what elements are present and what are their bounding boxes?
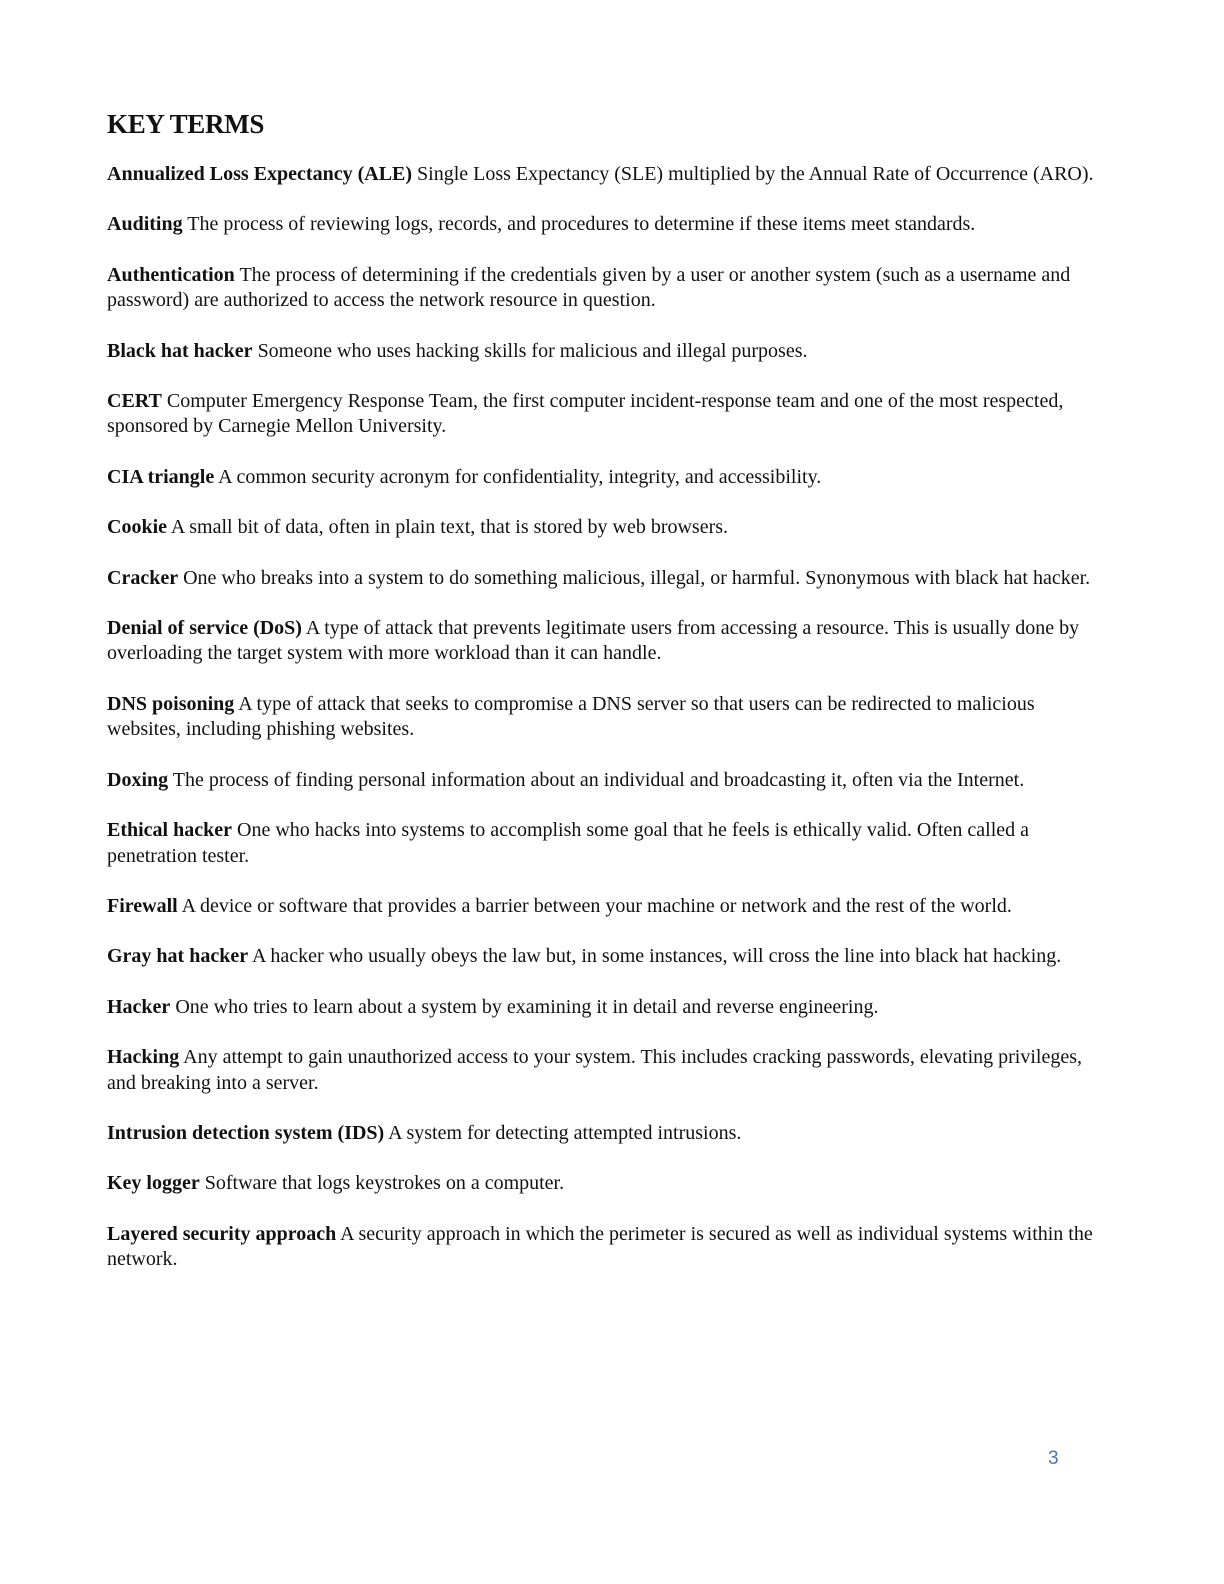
- term-name: CIA triangle: [107, 465, 215, 488]
- page-number: 3: [1048, 1448, 1059, 1469]
- term-name: Annualized Loss Expectancy (ALE): [107, 163, 413, 185]
- term-definition: The process of finding personal information about an individual and broadcasting it, often via the Internet.: [172, 768, 1025, 791]
- term-entry-cia-triangle: [107, 465, 1107, 490]
- term-name: Hacking: [107, 1046, 180, 1069]
- term-name: Key logger: [107, 1172, 200, 1195]
- term-name: Cookie: [107, 516, 167, 539]
- term-name: Firewall: [107, 894, 178, 917]
- term-entry-ids: [107, 1121, 1107, 1146]
- term-definition: The process of determining if the credentials given by a user or another system (such as a username and password) are authorized to access the network resource in question.: [107, 263, 1071, 312]
- term-entry-ethical-hacker: [107, 818, 1107, 869]
- term-definition: One who hacks into systems to accomplish some goal that he feels is ethically valid. Often called a penetration tester.: [107, 819, 1030, 867]
- term-definition: One who breaks into a system to do something malicious, illegal, or harmful. Synonymous with black hat hacker.: [183, 566, 1091, 589]
- term-entry-dns-poisoning: [107, 692, 1107, 743]
- term-name: Intrusion detection system (IDS): [107, 1121, 385, 1144]
- term-entry-auditing: [107, 212, 1107, 237]
- term-name: CERT: [107, 390, 162, 413]
- term-entry-authentication: [107, 263, 1107, 314]
- term-entry-denial-of-service: [107, 616, 1107, 667]
- term-name: Denial of service (DoS): [107, 617, 302, 640]
- term-name: Hacker: [107, 995, 171, 1018]
- term-definition: A small bit of data, often in plain text, that is stored by web browsers.: [170, 516, 729, 539]
- term-definition: Someone who uses hacking skills for malicious and illegal purposes.: [257, 339, 808, 362]
- term-name: Layered security approach: [107, 1222, 337, 1245]
- term-entry-cracker: [107, 566, 1107, 591]
- key-terms-list: [107, 162, 1107, 1298]
- term-name: Doxing: [107, 768, 169, 791]
- page-title: KEY TERMS: [107, 109, 265, 139]
- term-name: Gray hat hacker: [107, 945, 249, 968]
- term-definition: A type of attack that seeks to compromise a DNS server so that users can be redirected to malicious websites, including phishing websites.: [107, 692, 1035, 741]
- term-definition: The process of reviewing logs, records, and procedures to determine if these items meet standards.: [187, 213, 976, 236]
- term-entry-key-logger: [107, 1171, 1107, 1196]
- term-name: Authentication: [107, 263, 235, 286]
- term-entry-ale: [107, 162, 1107, 187]
- term-entry-gray-hat-hacker: [107, 944, 1107, 969]
- term-definition: A device or software that provides a barrier between your machine or network and the rest of the world.: [181, 894, 1012, 917]
- term-definition: Single Loss Expectancy (SLE) multiplied by the Annual Rate of Occurrence (ARO).: [417, 163, 1094, 185]
- term-entry-layered-security: [107, 1222, 1107, 1273]
- term-entry-hacker: [107, 995, 1107, 1020]
- term-name: Cracker: [107, 566, 179, 589]
- term-entry-black-hat-hacker: [107, 339, 1107, 364]
- term-name: Auditing: [107, 213, 183, 236]
- term-definition: A hacker who usually obeys the law but, in some instances, will cross the line into black hat hacking.: [252, 945, 1062, 968]
- term-definition: A security approach in which the perimeter is secured as well as individual systems within the network.: [107, 1222, 1093, 1271]
- term-definition: Software that logs keystrokes on a computer.: [204, 1172, 565, 1195]
- term-definition: A common security acronym for confidentiality, integrity, and accessibility.: [218, 465, 822, 488]
- term-definition: A type of attack that prevents legitimate users from accessing a resource. This is usually done by overloading the target system with more workload than it can handle.: [107, 617, 1080, 665]
- term-name: Black hat hacker: [107, 339, 253, 362]
- term-name: DNS poisoning: [107, 692, 235, 715]
- term-definition: Computer Emergency Response Team, the first computer incident-response team and one of the most respected, sponsored by Carnegie Mellon University.: [107, 390, 1064, 438]
- term-name: Ethical hacker: [107, 819, 232, 842]
- term-definition: Any attempt to gain unauthorized access to your system. This includes cracking passwords, elevating privileges, and breaking into a server.: [107, 1046, 1083, 1094]
- term-entry-doxing: [107, 768, 1107, 793]
- term-definition: A system for detecting attempted intrusions.: [388, 1121, 742, 1144]
- term-entry-cookie: [107, 515, 1107, 540]
- term-entry-hacking: [107, 1045, 1107, 1096]
- term-entry-firewall: [107, 894, 1107, 919]
- term-definition: One who tries to learn about a system by examining it in detail and reverse engineering.: [175, 995, 879, 1018]
- term-entry-cert: [107, 389, 1107, 440]
